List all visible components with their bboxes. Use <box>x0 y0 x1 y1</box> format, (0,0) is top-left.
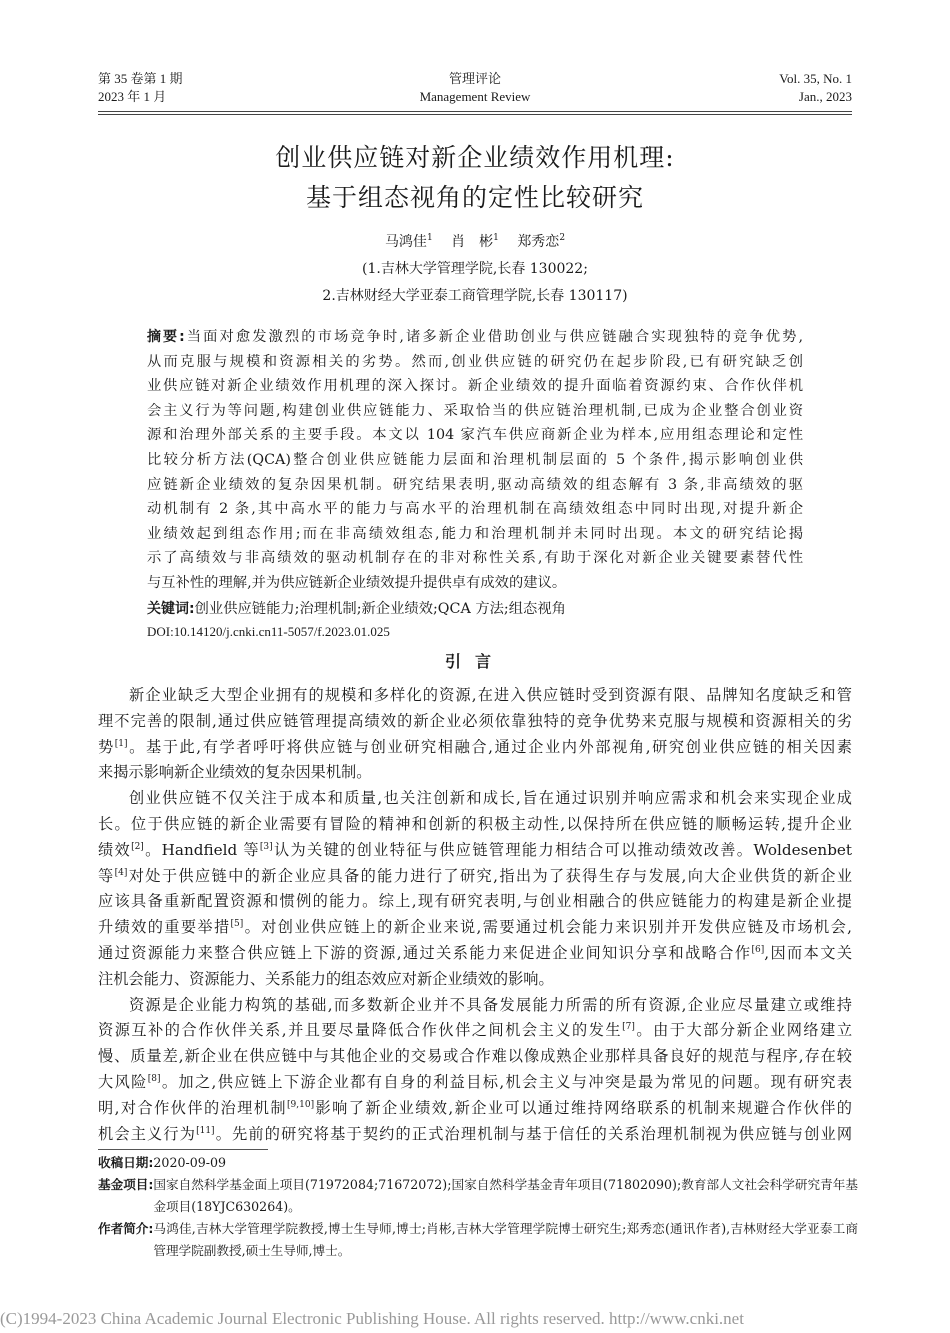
abstract <box>147 325 803 596</box>
abstract-line: 业供应链对新企业绩效作用机理的深入探讨。新企业绩效的提升面临着资源约束、合作伙伴机 <box>147 378 803 395</box>
citation[interactable]: [5] <box>230 919 244 930</box>
body-text <box>98 683 852 1147</box>
author: 马鸿佳$^1$ <box>384 233 433 250</box>
abstract-label: 摘要: <box>147 329 185 345</box>
text-line: 创业供应链不仅关注于成本和质量,也关注创新和成长,旨在通过识别并响应需求和机会来实现企业成 <box>129 789 852 808</box>
keywords-label: 关键词: <box>147 601 195 617</box>
text-line: 来揭示影响新企业绩效的复杂因果机制。 <box>98 763 372 782</box>
citation[interactable]: [4] <box>114 867 128 878</box>
title-line: 创业供应链对新企业绩效作用机理: <box>275 143 675 172</box>
footnote-rule <box>98 1149 268 1150</box>
affiliation: 2.吉林财经大学亚泰工商管理学院,长春 130117) <box>322 288 628 304</box>
text-line: 长。位于供应链的新企业需要有冒险的精神和创新的积极主动性,以保持所在供应链的顺畅运转,提升企业 <box>98 814 852 833</box>
footnote-text: 国家自然科学基金面上项目(71972084;71672072);国家自然科学基金青年项目(71802090);教育部人文社会科学研究青年基金项目(18YJC630264)。 <box>153 1177 858 1214</box>
abstract-line: 业绩效起到组态作用;而在非高绩效组态,能力和治理机制并未同时出现。本文的研究结论揭 <box>147 525 803 542</box>
text-line: 慢、质量差,新企业在供应链中与其他企业的交易或合作难以像成熟企业那样具备良好的规范与程序,存在较 <box>98 1047 852 1066</box>
issue-date-en: Jan., 2023 <box>798 89 852 104</box>
footnote <box>98 1174 858 1218</box>
volume-issue: 第 35 卷第 1 期 <box>98 71 183 86</box>
text-line: 通过资源能力来整合供应链上下游的资源,通过关系能力来促进企业间知识分享和战略合作[6],因而本文关 <box>98 943 852 962</box>
issue-info-en <box>779 70 852 106</box>
text-line: 明,对合作伙伴的治理机制[9,10]影响了新企业绩效,新企业可以通过维持网络联系的机制来规避合作伙伴的 <box>98 1098 852 1117</box>
abstract-line: 与互补性的理解,并为供应链新企业绩效提升提供卓有成效的建议。 <box>147 574 567 591</box>
abstract-line: 应链新企业绩效的复杂因果机制。研究结果表明,驱动高绩效的组态解有 3 条,非高绩效的驱 <box>147 476 803 493</box>
text-line: 注机会能力、资源能力、关系能力的组态效应对新企业绩效的影响。 <box>98 969 554 988</box>
footnote-label: 收稿日期: <box>98 1155 154 1170</box>
citation[interactable]: [2] <box>131 841 144 852</box>
author: 肖 彬$^1$ <box>451 233 499 250</box>
footnote <box>98 1218 858 1262</box>
citation[interactable]: [7] <box>622 1022 635 1033</box>
citation[interactable]: [9,10] <box>287 1099 315 1110</box>
text-line: 资源是企业能力构筑的基础,而多数新企业并不具备发展能力所需的所有资源,企业应尽量建立或维持 <box>129 995 852 1014</box>
author: 郑秀恋$^2$ <box>517 233 566 250</box>
footnote-label: 作者简介: <box>98 1221 154 1236</box>
text-line: 资源互补的合作伙伴关系,并且要尽量降低合作伙伴之间机会主义的发生[7]。由于大部分新企业网络建立 <box>98 1021 852 1040</box>
text-line: 等[4]对处于供应链中的新企业应具备的能力进行了研究,指出为了获得生存与发展,向大企业供货的新企业 <box>98 866 852 885</box>
volume-issue-en: Vol. 35, No. 1 <box>779 71 852 86</box>
text-line: 势[1]。基于此,有学者呼吁将供应链与创业研究相融合,通过企业内外部视角,研究创业供应链的相关因素 <box>98 737 852 756</box>
footnotes <box>98 1152 858 1262</box>
citation[interactable]: [8] <box>147 1073 161 1084</box>
header-rule <box>98 111 852 112</box>
paragraph <box>98 683 852 786</box>
keywords-text: 创业供应链能力;治理机制;新企业绩效;QCA 方法;组态视角 <box>194 601 566 617</box>
footnote-text: 马鸿佳,吉林大学管理学院教授,博士生导师,博士;肖彬,吉林大学管理学院博士研究生;郑秀恋(通讯作者),吉林财经大学亚泰工商管理学院副教授,硕士生导师,博士。 <box>153 1221 858 1258</box>
text-line: 升绩效的重要举措[5]。对创业供应链上的新企业来说,需要通过机会能力来识别并开发供应链及市场机会, <box>98 918 852 937</box>
text-line: 大风险[8]。加之,供应链上下游企业都有自身的利益目标,机会主义与冲突是最为常见的问题。现有研究表 <box>98 1072 852 1091</box>
citation[interactable]: [6] <box>751 944 765 955</box>
journal-name-en: Management Review <box>419 89 531 104</box>
abstract-line: 源和治理外部关系的主要手段。本文以 104 家汽车供应商新企业为样本,应用组态理论和定性 <box>147 427 803 444</box>
text-line: 绩效[2]。Handfield 等[3]认为关键的创业特征与供应链管理能力相结合可以推动绩效改善。Woldesenbet <box>98 840 852 859</box>
footnote <box>98 1152 858 1174</box>
affiliations <box>0 256 950 310</box>
abstract-line: 摘要:当面对愈发激烈的市场竞争时,诸多新企业借助创业与供应链融合实现独特的竞争优势, <box>147 329 803 345</box>
paragraph <box>98 993 852 1148</box>
journal-name-cn: 管理评论 <box>448 71 501 86</box>
text-line: 理不完善的限制,通过供应链管理提高绩效的新企业必须依靠独特的竞争优势来克服与规模和资源相关的劣 <box>98 711 852 730</box>
text-line: 新企业缺乏大型企业拥有的规模和多样化的资源,在进入供应链时受到资源有限、品牌知名度缺乏和管 <box>129 686 852 704</box>
text-line: 机会主义行为[11]。先前的研究将基于契约的正式治理机制与基于信任的关系治理机制视为供应链与创业网 <box>98 1124 852 1143</box>
affiliation: (1.吉林大学管理学院,长春 130022; <box>362 261 588 277</box>
authors <box>0 229 950 256</box>
copyright-notice: (C)1994-2023 China Academic Journal Electronic Publishing House. All rights reserved. http://www.cnki.net <box>0 1309 744 1328</box>
citation[interactable]: [11] <box>196 1125 215 1136</box>
abstract-line: 会主义行为等问题,构建创业供应链能力、采取恰当的供应链治理机制,已成为企业整合创业资 <box>147 402 803 419</box>
footnote-text: 2020-09-09 <box>153 1155 227 1170</box>
paper-title <box>0 138 950 218</box>
issue-date: 2023 年 1 月 <box>98 89 167 104</box>
paragraph <box>98 786 852 992</box>
keywords <box>147 597 566 621</box>
abstract-line: 比较分析方法(QCA)整合创业供应链能力层面和治理机制层面的 5 个条件,揭示影响创业供 <box>147 451 803 468</box>
abstract-line: 示了高绩效与非高绩效的驱动机制存在的非对称性关系,有助于深化对新企业关键要素替代性 <box>147 550 803 567</box>
subtitle-line: 基于组态视角的定性比较研究 <box>305 183 644 212</box>
footnote-label: 基金项目: <box>98 1177 154 1192</box>
section-heading: 引言 <box>444 652 505 671</box>
abstract-line: 动机制有 2 条,其中高水平的能力与高水平的治理机制在高绩效组态中同时出现,对提升新企 <box>147 501 803 518</box>
text-line: 应该具备重新配置资源和惯例的能力。综上,现有研究表明,与创业相融合的供应链能力的构建是新企业提 <box>98 892 852 911</box>
citation[interactable]: [1] <box>114 738 128 749</box>
header-rule <box>98 114 852 115</box>
citation[interactable]: [3] <box>259 841 273 852</box>
abstract-line: 从而克服与规模和资源相关的劣势。然而,创业供应链的研究仍在起步阶段,已有研究缺乏创 <box>147 353 803 370</box>
doi[interactable]: DOI:10.14120/j.cnki.cn11-5057/f.2023.01.025 <box>147 624 390 639</box>
